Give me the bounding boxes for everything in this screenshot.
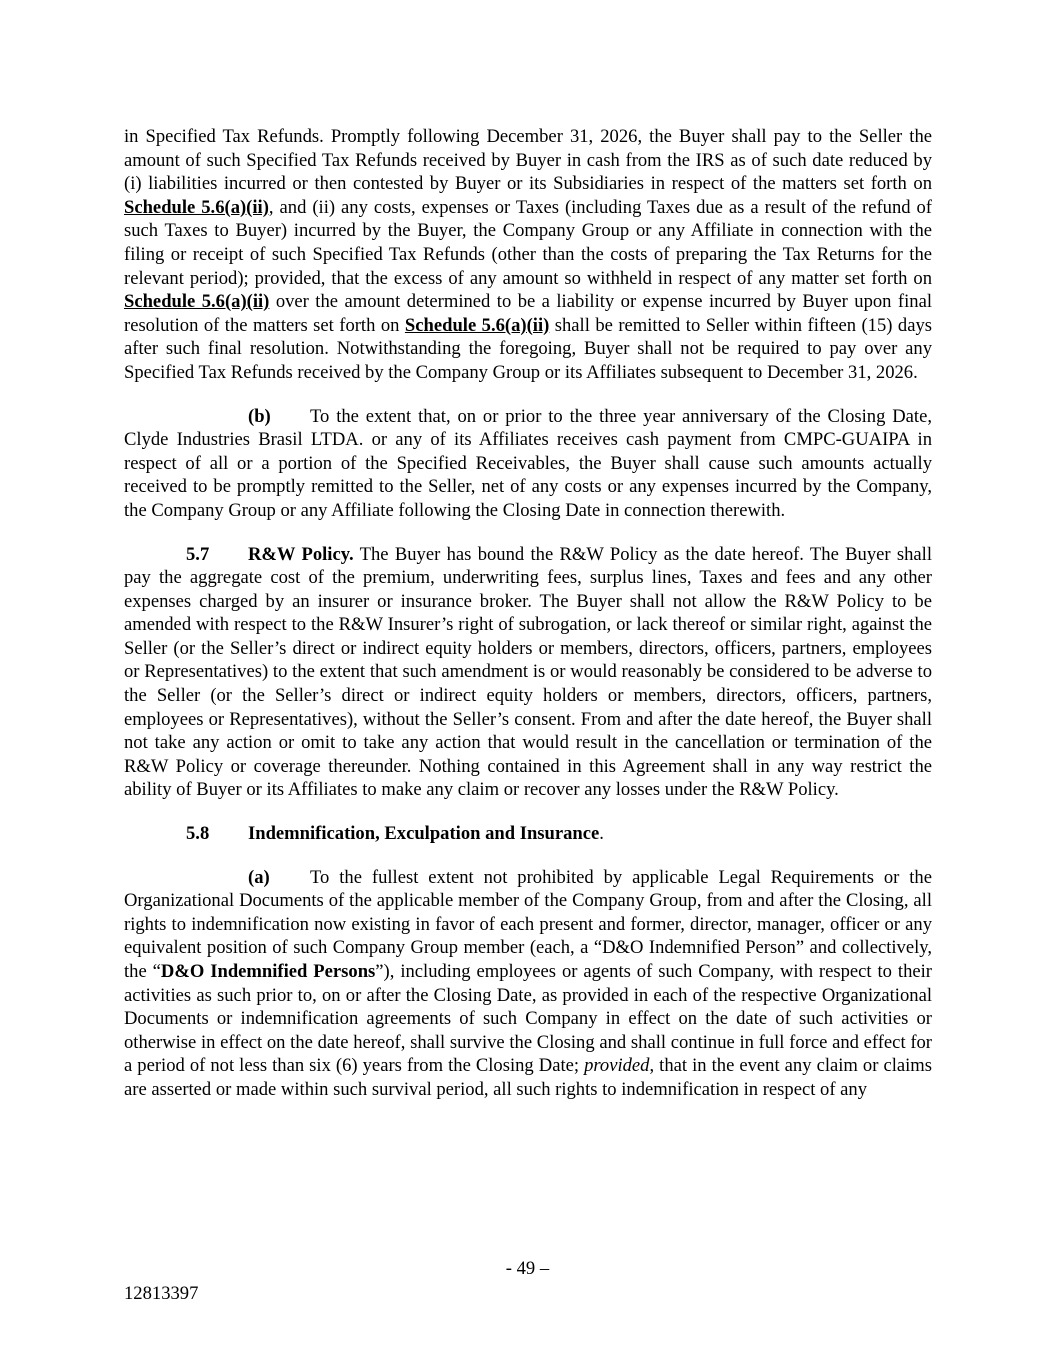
text-run: , and (ii) any costs, expenses or Taxes (including Taxes due as a result of the refund of such Taxes to Buyer) incurred by the Buyer, the Company Group or any Affiliate in connection with the filing or receipt of such Specified Tax Refunds (other than the costs of preparing the Tax Returns for the relevant period); provided, that the excess of any amount so withheld in respect of any matter set forth on — [124, 196, 933, 289]
schedule-reference: Schedule 5.6(a)(ii) — [124, 196, 269, 218]
schedule-reference: Schedule 5.6(a)(ii) — [124, 291, 270, 313]
text-run: ”), including employees or agents of such Company, with respect to their activities as such prior to, on or after the Closing Date, as provided in each of the respective Organizational Documents or indemnification agreements of such Company in effect on the date of such activities or otherwise in effect on the date hereof, shall survive the Closing and shall continue in full force and effect for a period of not less than six (6) years from the Closing Date; — [124, 961, 932, 1077]
defined-term: D&O Indemnified Persons — [160, 961, 376, 982]
emphasis: provided — [584, 1055, 650, 1077]
text-run: To the fullest extent not prohibited by applicable Legal Requirements or the Organizational Documents of the applicable member of the Company Group, from and after the Closing, all rights to indemnification now existing in favor of each present and former, director, manager, officer or any equivalent position of such Company Group member (each, a “D&O Indemnified Person” and collectively, the “ — [124, 866, 932, 982]
text-run: in Specified Tax Refunds. Promptly following December 31, 2026, the Buyer shall pay to the Seller the amount of such Specified Tax Refunds received by Buyer in cash from the IRS as of such date reduced by (i) liabilities incurred or then contested by Buyer or its Subsidiaries in respect of the matters set forth on — [124, 126, 932, 195]
page-number: - 49 – — [505, 1258, 550, 1279]
section-number: 5.8 — [186, 823, 210, 845]
document-body — [124, 125, 932, 1122]
section-5-8-heading — [186, 822, 932, 846]
paragraph-5-6-b — [124, 405, 932, 523]
section-title: R&W Policy. — [248, 543, 354, 565]
paragraph-5-8-a — [124, 866, 932, 1102]
text-run: To the extent that, on or prior to the three year anniversary of the Closing Date, Clyde Industries Brasil LTDA. or any of its Affiliates receives cash payment from CMPC-GUAIPA in respect of all or a portion of the Specified Receivables, the Buyer shall cause such amounts actually received to be promptly remitted to the Seller, net of any costs or any expenses incurred by the Company, the Company Group or any Affiliate following the Closing Date in connection therewith. — [124, 405, 932, 521]
paragraph-specified-tax-refunds — [124, 125, 932, 385]
text-run: . — [599, 823, 604, 845]
section-5-7 — [124, 543, 932, 803]
text-run: The Buyer has bound the R&W Policy as the date hereof. The Buyer shall pay the aggregate cost of the premium, underwriting fees, surplus lines, Taxes and fees and any other expenses charged by an insurer or insurance broker. The Buyer shall not allow the R&W Policy to be amended with respect to the R&W Insurer’s right of subrogation, or lack thereof or similar right, against the Seller (or the Seller’s direct or indirect equity holders or members, directors, officers, partners, employees or Representatives) to the extent that such amendment is or would reasonably be considered to be adverse to the Seller (or the Seller’s direct or indirect equity holders or members, directors, officers, partners, employees or Representatives), without the Seller’s consent. From and after the date hereof, the Buyer shall not take any action or omit to take any action that would result in the cancellation or termination of the R&W Policy or coverage thereunder. Nothing contained in this Agreement shall in any way restrict the ability of Buyer or its Affiliates to make any claim or recover any losses under the R&W Policy. — [124, 543, 933, 801]
section-number: 5.7 — [186, 543, 210, 565]
document-id: 12813397 — [124, 1283, 199, 1304]
schedule-reference: Schedule 5.6(a)(ii) — [404, 314, 550, 336]
subsection-label: (b) — [248, 405, 271, 427]
text-run: shall be remitted to Seller within fifteen (15) days after such final resolution. Notwithstanding the foregoing, Buyer shall not be required to pay over any Specified Tax Refunds received by the Company Group or its Affiliates subsequent to December 31, 2026. — [124, 314, 933, 383]
text-run: over the amount determined to be a liability or expense incurred by Buyer upon final resolution of the matters set forth on — [124, 291, 932, 336]
subsection-label: (a) — [248, 866, 270, 888]
text-run: , that in the event any claim or claims are asserted or made within such survival period, all such rights to indemnification in respect of any — [124, 1055, 932, 1100]
section-title: Indemnification, Exculpation and Insurance — [248, 823, 600, 845]
